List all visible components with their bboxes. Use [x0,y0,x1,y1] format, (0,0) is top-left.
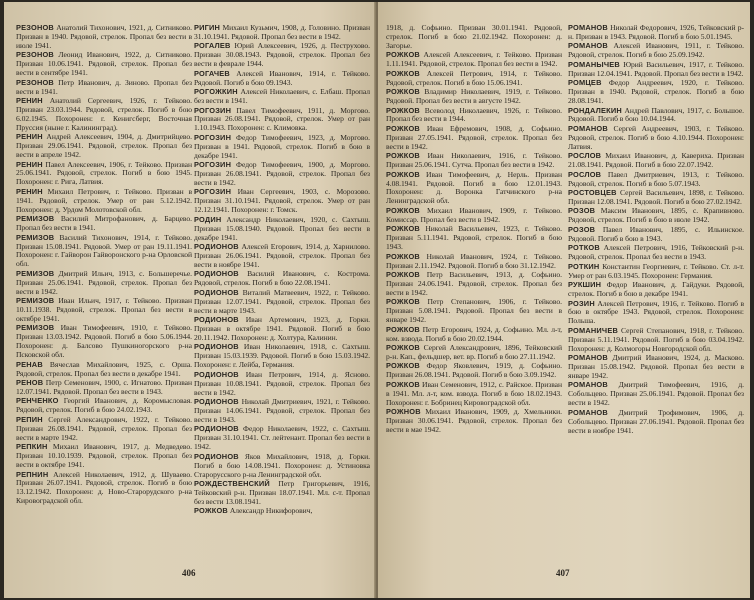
entry-details: Андрей Алексеевич, 1904, д. Дмитрийцево. Призван 29.06.1941. Рядовой, стрелок. Пропал без вести в апреле 1942. [16,132,192,160]
entry-details: Вячеслав Михайлович, 1925, с. Орша. Рядовой, стрелок. Пропал без вести в декабре 1941. [16,359,192,378]
entry-surname: РОЖКОВ [386,68,420,78]
memorial-entry [16,361,192,379]
memorial-entry [16,324,192,360]
memorial-entry [16,443,192,470]
entry-surname: РЕМИЗОВ [16,268,55,278]
memorial-entry [194,316,370,343]
entry-details: Сергей Васильевич, 1898, г. Тейково. Призван 12.08.1941. Рядовой. Погиб в бою 27.02.1942. [568,188,744,206]
memorial-entry [194,425,370,452]
memorial-entry [568,42,744,60]
entry-surname: РОЖКОВ [386,379,420,389]
entry-details: Алексей Алексеевич, г. Тейково. Призван 1.11.1941. Рядовой, стрелок. Пропал без вести в 1942. [386,50,562,69]
left-page-column-2 [194,24,370,556]
memorial-entry [386,271,562,298]
entry-surname: РОГОЗИН [194,132,232,142]
entry-details: Федор Андреевич, 1920, г. Тейково. Призван в 1940. Рядовой, стрелок. Погиб в бою 28.08.1941. [568,78,744,106]
memorial-entry [194,42,370,69]
entry-details: Анатолий Тихонович, 1921, д. Ситниково. Призван в 1940. Рядовой, стрелок. Пропал без вести в июле 1941. [16,24,192,50]
entry-surname: РОДИОНОВ [194,242,239,252]
entry-surname: РОМАНОВ [568,380,608,390]
entry-surname: РОГАЛЕВ [194,41,231,51]
memorial-entry [16,161,192,188]
memorial-entry [194,107,370,134]
memorial-entry [386,171,562,207]
entry-details: Алексей Петрович, 1914, г. Тейково. Рядовой, стрелок. Погиб в бою 15.06.1941. [386,68,562,87]
entry-surname: РОЖКОВ [386,224,420,234]
entry-details: Николай Иванович, 1924, г. Тейково. Призван 2.11.1942. Рядовой. Погиб в бою 31.12.1942. [386,251,562,270]
entry-surname: РЕМИЗОВ [16,296,55,306]
entry-surname: РОЗОВ [568,224,596,234]
entry-details: Константин Георгиевич, г. Тейково. Ст. л-т. Умер от ран 6.03.1945. Похоронен: Германия. [568,261,744,280]
entry-surname: РОЖКОВ [386,205,420,215]
entry-surname: РЕНИН [16,186,43,196]
entry-details: Павел Тимофеевич, 1911, д. Моргово. Призван 26.08.1941. Рядовой, стрелок. Умер от ран 1.10.1943. Похоронен: с. Климовка. [194,105,370,133]
entry-details: Александр Никифорович, [229,506,313,516]
memorial-entry [16,234,192,270]
entry-surname: РОЗИН [568,298,595,308]
entry-details: Михаил Иванович, 1909, д. Хмельники. Призван 30.06.1941. Рядовой, стрелок. Пропал без вести в мае 1942. [386,407,562,434]
entry-surname: РОГОЖКИН [194,87,238,97]
entry-details: Федор Яковлевич, 1919, д. Софьино. Призван 26.08.1941. Рядовой. Погиб в бою 3.09.1942. [386,361,562,380]
entry-details: Иван Ильич, 1917, г. Тейково. Призван 10.11.1938. Рядовой, стрелок. Пропал без вести в октябре 1941. [16,296,192,323]
entry-surname: РОДИОНОВ [194,315,239,325]
memorial-entry [194,88,370,106]
entry-surname: РОЖКОВ [386,361,420,371]
memorial-entry [386,125,562,152]
memorial-entry [386,362,562,380]
entry-details: Алексей Николаевич, 1912, д. Шуваево. Призван 26.07.1941. Рядовой, стрелок. Погиб в бою 13.12.1942. Похоронен: д. Ново-Старорудского р-на Кировоградской обл. [16,469,192,506]
memorial-entry [386,344,562,362]
entry-surname: РЕМИЗОВ [16,323,55,333]
entry-surname: РОЖКОВ [386,169,420,179]
entry-surname: РОДИОНОВ [194,342,239,352]
memorial-entry [16,297,192,324]
entry-details: Андрей Павлович, 1917, с. Большое. Рядовой. Погиб в бою 10.04.1944. [568,105,744,124]
memorial-entry [16,188,192,215]
entry-details: Яков Михайлович, 1918, д. Горки. Погиб в бою 14.08.1941. Похоронен: д. Устиновка Старорусского р-на Ленинградской обл. [194,451,370,479]
entry-surname: РОСТОВЦЕВ [568,188,617,198]
memorial-entry [194,343,370,370]
entry-details: Федор Тимофеевич, 1923, д. Моргово. Призван в 1941. Рядовой, стрелок. Погиб в бою в декабре 1941. [194,132,370,160]
entry-surname: РОЖКОВ [386,297,420,307]
entry-surname: РЕПНИН [16,469,49,479]
entry-details: Алексей Петрович, 1916, Тейковский р-н. Рядовой, стрелок. Пропал без вести в 1943. [568,243,744,262]
entry-details: Юрий Васильевич, 1917, г. Тейково. Призван 12.04.1941. Рядовой. Пропал без вести в 1942. [568,59,744,78]
entry-surname: РОЖКОВ [386,87,420,97]
memorial-entry [568,79,744,106]
entry-surname: РЕМИЗОВ [16,214,55,224]
entry-surname: РОТКИН [568,261,600,271]
entry-details: Иван Семенович, 1912, с. Райское. Призван в 1941. Мл. л-т, ком. взвода. Погиб в бою 18.02.1943. Похоронен: г. Бобринец Кировоградской обл. [386,379,562,407]
entry-surname: РОДИОНОВ [194,287,239,297]
memorial-entry [386,24,562,51]
memorial-entry [194,398,370,425]
memorial-entry [194,24,370,42]
entry-surname: РОЖКОВ [386,105,420,115]
memorial-entry [568,125,744,152]
entry-surname: РОСЛОВ [568,169,602,179]
memorial-entry [194,289,370,316]
entry-surname: РЕНИН [16,132,43,142]
memorial-entry [194,453,370,480]
memorial-entry [16,397,192,415]
entry-surname: РОЖКОВ [386,343,420,353]
book-spread [4,2,750,598]
memorial-entry [386,107,562,125]
entry-details: Петр Васильевич, 1913, д. Софьино. Призван 24.06.1941. Рядовой, стрелок. Пропал без вести в 1942. [386,270,562,297]
memorial-entry [386,207,562,225]
memorial-entry [16,471,192,507]
memorial-entry [568,327,744,354]
memorial-entry [16,133,192,160]
page-number: 407 [556,568,570,578]
entry-surname: РОМАНОВ [568,353,608,363]
entry-details: Петр Егорович, 1924, д. Софьино. Мл. л-т, ком. взвода. Погиб в бою 20.02.1944. [386,324,562,343]
memorial-entry [568,409,744,436]
entry-details: Николай Федорович, 1926, Тейковский р-н. Призван в 1943. Рядовой. Погиб в бою 5.01.1945. [568,24,744,41]
memorial-entry [386,152,562,170]
entry-surname: РОГАЧЕВ [194,68,230,78]
entry-details: Петр Григорьевич, 1916, Тейковский р-н. Призван 18.07.1941. Мл. с-т. Пропал без вести 13.08.1941. [194,479,370,506]
entry-surname: РЕНОВ [16,378,44,388]
entry-details: Федор Иванович, д. Гайдуки. Рядовой, стрелок. Погиб в бою в декабре 1941. [568,280,744,298]
entry-details: Всеволод Николаевич, 1926, г. Тейково. Пропал без вести в 1944. [386,105,562,124]
memorial-entry [568,207,744,225]
memorial-entry [194,507,370,516]
entry-details: 1918, д. Софьино. Призван 30.01.1941. Рядовой, стрелок. Погиб в бою 21.02.1942. Похоронен: д. Загорье. [386,24,562,50]
entry-details: Михаил Иванович, д. Кавериха. Призван 21.08.1941. Рядовой. Погиб в бою 22.07.1942. [568,151,744,170]
entry-surname: РОМАНИЧЕВ [568,325,618,335]
entry-surname: РОГОЗИН [194,187,232,197]
entry-details: Иван Николаевич, 1918, с. Сахтыш. Призван 15.03.1939. Рядовой. Погиб в бою 15.03.1942. Похоронен: г. Лейба, Германия. [194,342,370,370]
memorial-entry [568,61,744,79]
memorial-entry [386,225,562,252]
entry-surname: РЕНИН [16,159,43,169]
memorial-entry [386,408,562,435]
entry-surname: РОМЦЕВ [568,78,602,88]
entry-details: Сергей Александрович, 1922, г. Тейково. Призван 26.08.1941. Рядовой, стрелок. Пропал без вести в марте 1942. [16,414,192,442]
entry-surname: РОЖКОВ [386,151,420,161]
memorial-entry [16,24,192,51]
memorial-entry [16,416,192,443]
memorial-entry [194,134,370,161]
memorial-entry [386,51,562,69]
entry-details: Алексей Иванович, 1914, г. Тейково. Рядовой. Погиб в бою 09.1943. [194,68,370,87]
entry-surname: РОДИН [194,214,222,224]
right-page [378,2,750,598]
memorial-entry [16,270,192,297]
entry-details: Иван Ефремович, 1908, д. Софьино. Призван 27.05.1941. Рядовой, стрелок. Пропал без вести в 1942. [386,123,562,151]
entry-details: Алексей Иванович, 1911, г. Тейково. Рядовой, стрелок. Погиб в бою 25.09.1942. [568,41,744,60]
memorial-entry [568,24,744,42]
entry-details: Павел Иванович, 1895, с. Ильинское. Рядовой. Погиб в бою в 1943. [568,224,744,243]
memorial-entry [386,298,562,325]
memorial-entry [16,379,192,397]
entry-details: Дмитрий Ильич, 1913, с. Большеречье. Призван 25.06.1941. Рядовой, стрелок. Пропал без вести в 1942. [16,268,192,296]
left-page-column-1 [16,24,192,556]
entry-surname: РОДИОНОВ [194,397,239,407]
entry-surname: РОДИОНОВ [194,424,239,434]
entry-details: Иван Тимофеевич, 1910, г. Тейково. Призван 13.03.1942. Рядовой. Погиб в бою 5.06.1944. Похоронен: д. Балсово Пушкиногорского р-на Псковской обл. [16,323,192,360]
memorial-entry [16,215,192,233]
memorial-entry [194,480,370,507]
entry-surname: РОМАНОВ [568,24,608,32]
entry-surname: РОЖКОВ [386,324,420,334]
entry-details: Дмитрий Тимофеевич, 1916, д. Собольцево. Призван 25.06.1941. Рядовой. Пропал без вести в 1942. [568,380,744,408]
entry-surname: РОЖКОВ [386,123,420,133]
memorial-entry [568,263,744,281]
memorial-entry [194,216,370,243]
memorial-entry [386,70,562,88]
entry-details: Алексей Егорович, 1914, д. Харнилово. Призван 26.06.1941. Рядовой, стрелок. Пропал без вести в ноябре 1941. [194,242,370,269]
entry-details: Федор Николаевич, 1922, с. Сахтыш. Призван 31.10.1941. Ст. лейтенант. Пропал без вести в 1942. [194,424,370,452]
entry-surname: РОГОЗИН [194,160,232,170]
memorial-entry [568,381,744,408]
entry-surname: РЕПКИН [16,442,48,452]
entry-details: Алексей Петрович, 1916, г. Тейково. Погиб в бою в октябре 1943. Рядовой, стрелок. Похоронен: Польша. [568,298,744,326]
entry-details: Иван Тимофеевич, д. Нерль. Призван 4.08.1941. Рядовой. Погиб в бою 12.01.1943. Похоронен: д. Воронка Гатчинского р-на Ленинградской обл. [386,169,562,206]
entry-details: Иван Николаевич, 1916, г. Тейково. Призван 25.06.1941. Сутча. Пропал без вести в 1942. [386,151,562,170]
entry-details: Павел Дмитриевич, 1913, г. Тейково. Рядовой, стрелок. Погиб в бою 5.07.1943. [568,169,744,188]
entry-details: Анатолий Сергеевич, 1926, г. Тейково. Призван 23.03.1944. Рядовой, стрелок. Погиб в бою 6.02.1945. Похоронен: г. Кенигсберг, Восточная Пруссия (ныне г. Калининград). [16,96,192,132]
entry-surname: РОСЛОВ [568,151,602,161]
entry-details: Сергей Александрович, 1896, Тейковский р-н. Кап., фельдшер, вет. вр. Погиб в бою 27.11.1942. [386,343,562,361]
entry-details: Николай Васильевич, 1923, г. Тейково. Призван 5.11.1941. Рядовой, стрелок. Погиб в бою 1943. [386,224,562,252]
memorial-entry [568,107,744,125]
right-page-column-1 [386,24,562,556]
entry-details: Василий Митрофанович, д. Барцево. Пропал без вести в 1941. [16,214,192,233]
memorial-entry [568,189,744,207]
entry-surname: РОЖКОВ [386,251,420,261]
entry-surname: РОЗОВ [568,206,596,216]
entry-details: Иван Петрович, 1914, д. Ясново. Призван 10.08.1941. Рядовой, стрелок. Пропал без вести в 1942. [194,369,370,397]
entry-details: Георгий Иванович, д. Коромысловая. Рядовой, стрелок. Погиб в бою 24.02.1943. [16,396,192,415]
entry-surname: РОДИОНОВ [194,269,239,279]
entry-surname: РОДИОНОВ [194,451,239,461]
entry-details: Михаил Иванович, 1917, д. Медведево. Призван 10.10.1939. Рядовой, стрелок. Пропал без вести в октябре 1941. [16,442,192,469]
entry-details: Виталий Матвеевич, 1922, г. Тейково. Призван 12.07.1941. Рядовой, стрелок. Пропал без вести в марте 1943. [194,287,370,315]
entry-details: Петр Семенович, 1900, с. Игнатово. Призван 12.07.1941. Рядовой. Пропал без вести в 1943. [16,378,192,396]
memorial-entry [386,88,562,106]
entry-surname: РЕЗОНОВ [16,50,54,60]
entry-details: Михаил Петрович, г. Тейково. Призван в 1941. Рядовой, стрелок. Умер от ран 5.12.1942. Похоронен: д. Урдом Молотовской обл. [16,186,192,214]
entry-details: Михаил Кузьмич, 1908, д. Головино. Призван 31.10.1941. Рядовой. Пропал без вести в 1942. [194,24,370,41]
left-page [4,2,376,598]
memorial-entry [568,226,744,244]
memorial-entry [568,152,744,170]
right-page-column-2 [568,24,744,556]
memorial-entry [194,188,370,215]
entry-details: Николай Дмитриевич, 1921, г. Тейково. Призван 14.06.1941. Рядовой, стрелок. Пропал без вести в 1943. [194,397,370,424]
entry-surname: РОЖКОВ [386,50,420,60]
memorial-entry [16,79,192,97]
entry-details: Василий Тихонович, 1914, г. Тейково. Призван 15.08.1941. Рядовой. Умер от ран 19.11.1941. Похоронен: г. Гайворон Гайворонского р-на Орловской обл. [16,232,192,269]
entry-details: Петр Степанович, 1906, г. Тейково. Призван 5.08.1941. Рядовой. Пропал без вести в январе 1942. [386,297,562,325]
entry-surname: РОЖКОВ [194,506,228,516]
entry-surname: РОДИОНОВ [194,369,239,379]
entry-surname: РОЖКОВ [386,270,420,279]
entry-details: Иван Артемович, 1923, д. Горки. Призван в октябре 1941. Рядовой. Погиб в бою 20.11.1942. Похоронен: д. Холтура, Калинин. [194,315,370,342]
entry-details: Василий Иванович, с. Кострома. Рядовой, стрелок. Погиб в бою 22.08.1941. [194,269,370,288]
entry-details: Владимир Николаевич, 1919, г. Тейково. Рядовой. Пропал без вести в августе 1942. [386,87,562,106]
memorial-entry [194,161,370,188]
page-number: 406 [182,568,196,578]
entry-surname: РОМАНОВ [568,407,608,417]
entry-surname: РЕМИЗОВ [16,232,55,242]
entry-surname: РЕЗОНОВ [16,77,54,87]
entry-details: Иван Сергеевич, 1903, с. Морозово. Призван 31.10.1941. Рядовой, стрелок. Умер от ран 12.12.1941. Похоронен: г. Томск. [194,187,370,215]
entry-details: Максим Иванович, 1895, с. Крапивново. Рядовой, стрелок. Погиб в бою в июле 1942. [568,206,744,225]
entry-details: Федор Тимофеевич, 1900, д. Моргово. Призван 26.08.1941. Рядовой, стрелок. Пропал без вести в 1942. [194,160,370,187]
entry-details: Леонид Иванович, 1922, д. Ситниково. Призван 10.06.1941. Рядовой, стрелок. Пропал без вести в сентябре 1941. [16,50,192,78]
entry-details: Юрий Алексеевич, 1926, д. Пеструхово. Призван 30.08.1943. Рядовой, стрелок. Пропал без вести в феврале 1944. [194,41,370,69]
memorial-entry [568,281,744,299]
entry-surname: РЕНАВ [16,359,43,369]
memorial-entry [194,243,370,270]
entry-surname: РЕНЧЕНКО [16,396,59,406]
entry-details: Дмитрий Трофимович, 1906, д. Собольцево. Призван 27.06.1941. Рядовой. Пропал без вести в ноябре 1941. [568,407,744,435]
entry-surname: РОЖНОВ [386,407,421,417]
memorial-entry [16,51,192,78]
entry-surname: РУКШИН [568,280,602,290]
entry-surname: РЕПИН [16,414,43,424]
entry-surname: РЕНИН [16,96,43,106]
entry-details: Сергей Андреевич, 1903, г. Тейково. Рядовой, стрелок. Погиб в бою 4.10.1944. Похоронен: Латвия. [568,123,744,151]
entry-surname: РОГОЗИН [194,105,232,115]
memorial-entry [386,253,562,271]
memorial-entry [16,97,192,133]
entry-details: Александр Николаевич, 1920, с. Сахтыш. Призван 15.08.1940. Рядовой. Пропал без вести в декабре 1941. [194,214,370,242]
memorial-entry [568,244,744,262]
entry-surname: РОМАНЫЧЕВ [568,59,620,69]
memorial-entry [194,70,370,88]
entry-surname: РИГИН [194,24,221,32]
memorial-entry [386,326,562,344]
entry-details: Павел Алексеевич, 1906, г. Тейково. Призван 25.06.1941. Рядовой, стрелок. Погиб в бою 1945. Похоронен: г. Рига, Латвия. [16,159,192,187]
memorial-entry [194,371,370,398]
entry-surname: РОЖДЕСТВЕНСКИЙ [194,479,270,488]
memorial-entry [386,381,562,408]
entry-surname: РОМАНОВ [568,41,608,51]
entry-details: Петр Иванович, д. Зиново. Пропал без вести в 1941. [16,77,192,96]
memorial-entry [568,354,744,381]
entry-surname: РОТКОВ [568,243,600,253]
entry-details: Сергей Степанович, 1918, г. Тейково. Призван 5.11.1941. Рядовой. Погиб в бою 03.04.1942. Похоронен: д. Колмогоры Новгородской обл. [568,325,744,353]
entry-surname: РОНДАЛЕКИН [568,105,622,115]
memorial-entry [194,270,370,288]
entry-surname: РОМАНОВ [568,123,608,133]
memorial-entry [568,171,744,189]
entry-details: Дмитрий Иванович, 1924, д. Масково. Призван 15.08.1942. Рядовой. Пропал без вести в январе 1942. [568,353,744,380]
entry-details: Алексей Николаевич, с. Елбаш. Пропал без вести в 1941. [194,87,370,106]
entry-details: Михаил Иванович, 1909, г. Тейково. Комиссар. Пропал без вести в 1942. [386,205,562,224]
memorial-entry [568,300,744,327]
entry-surname: РЕЗОНОВ [16,24,54,32]
